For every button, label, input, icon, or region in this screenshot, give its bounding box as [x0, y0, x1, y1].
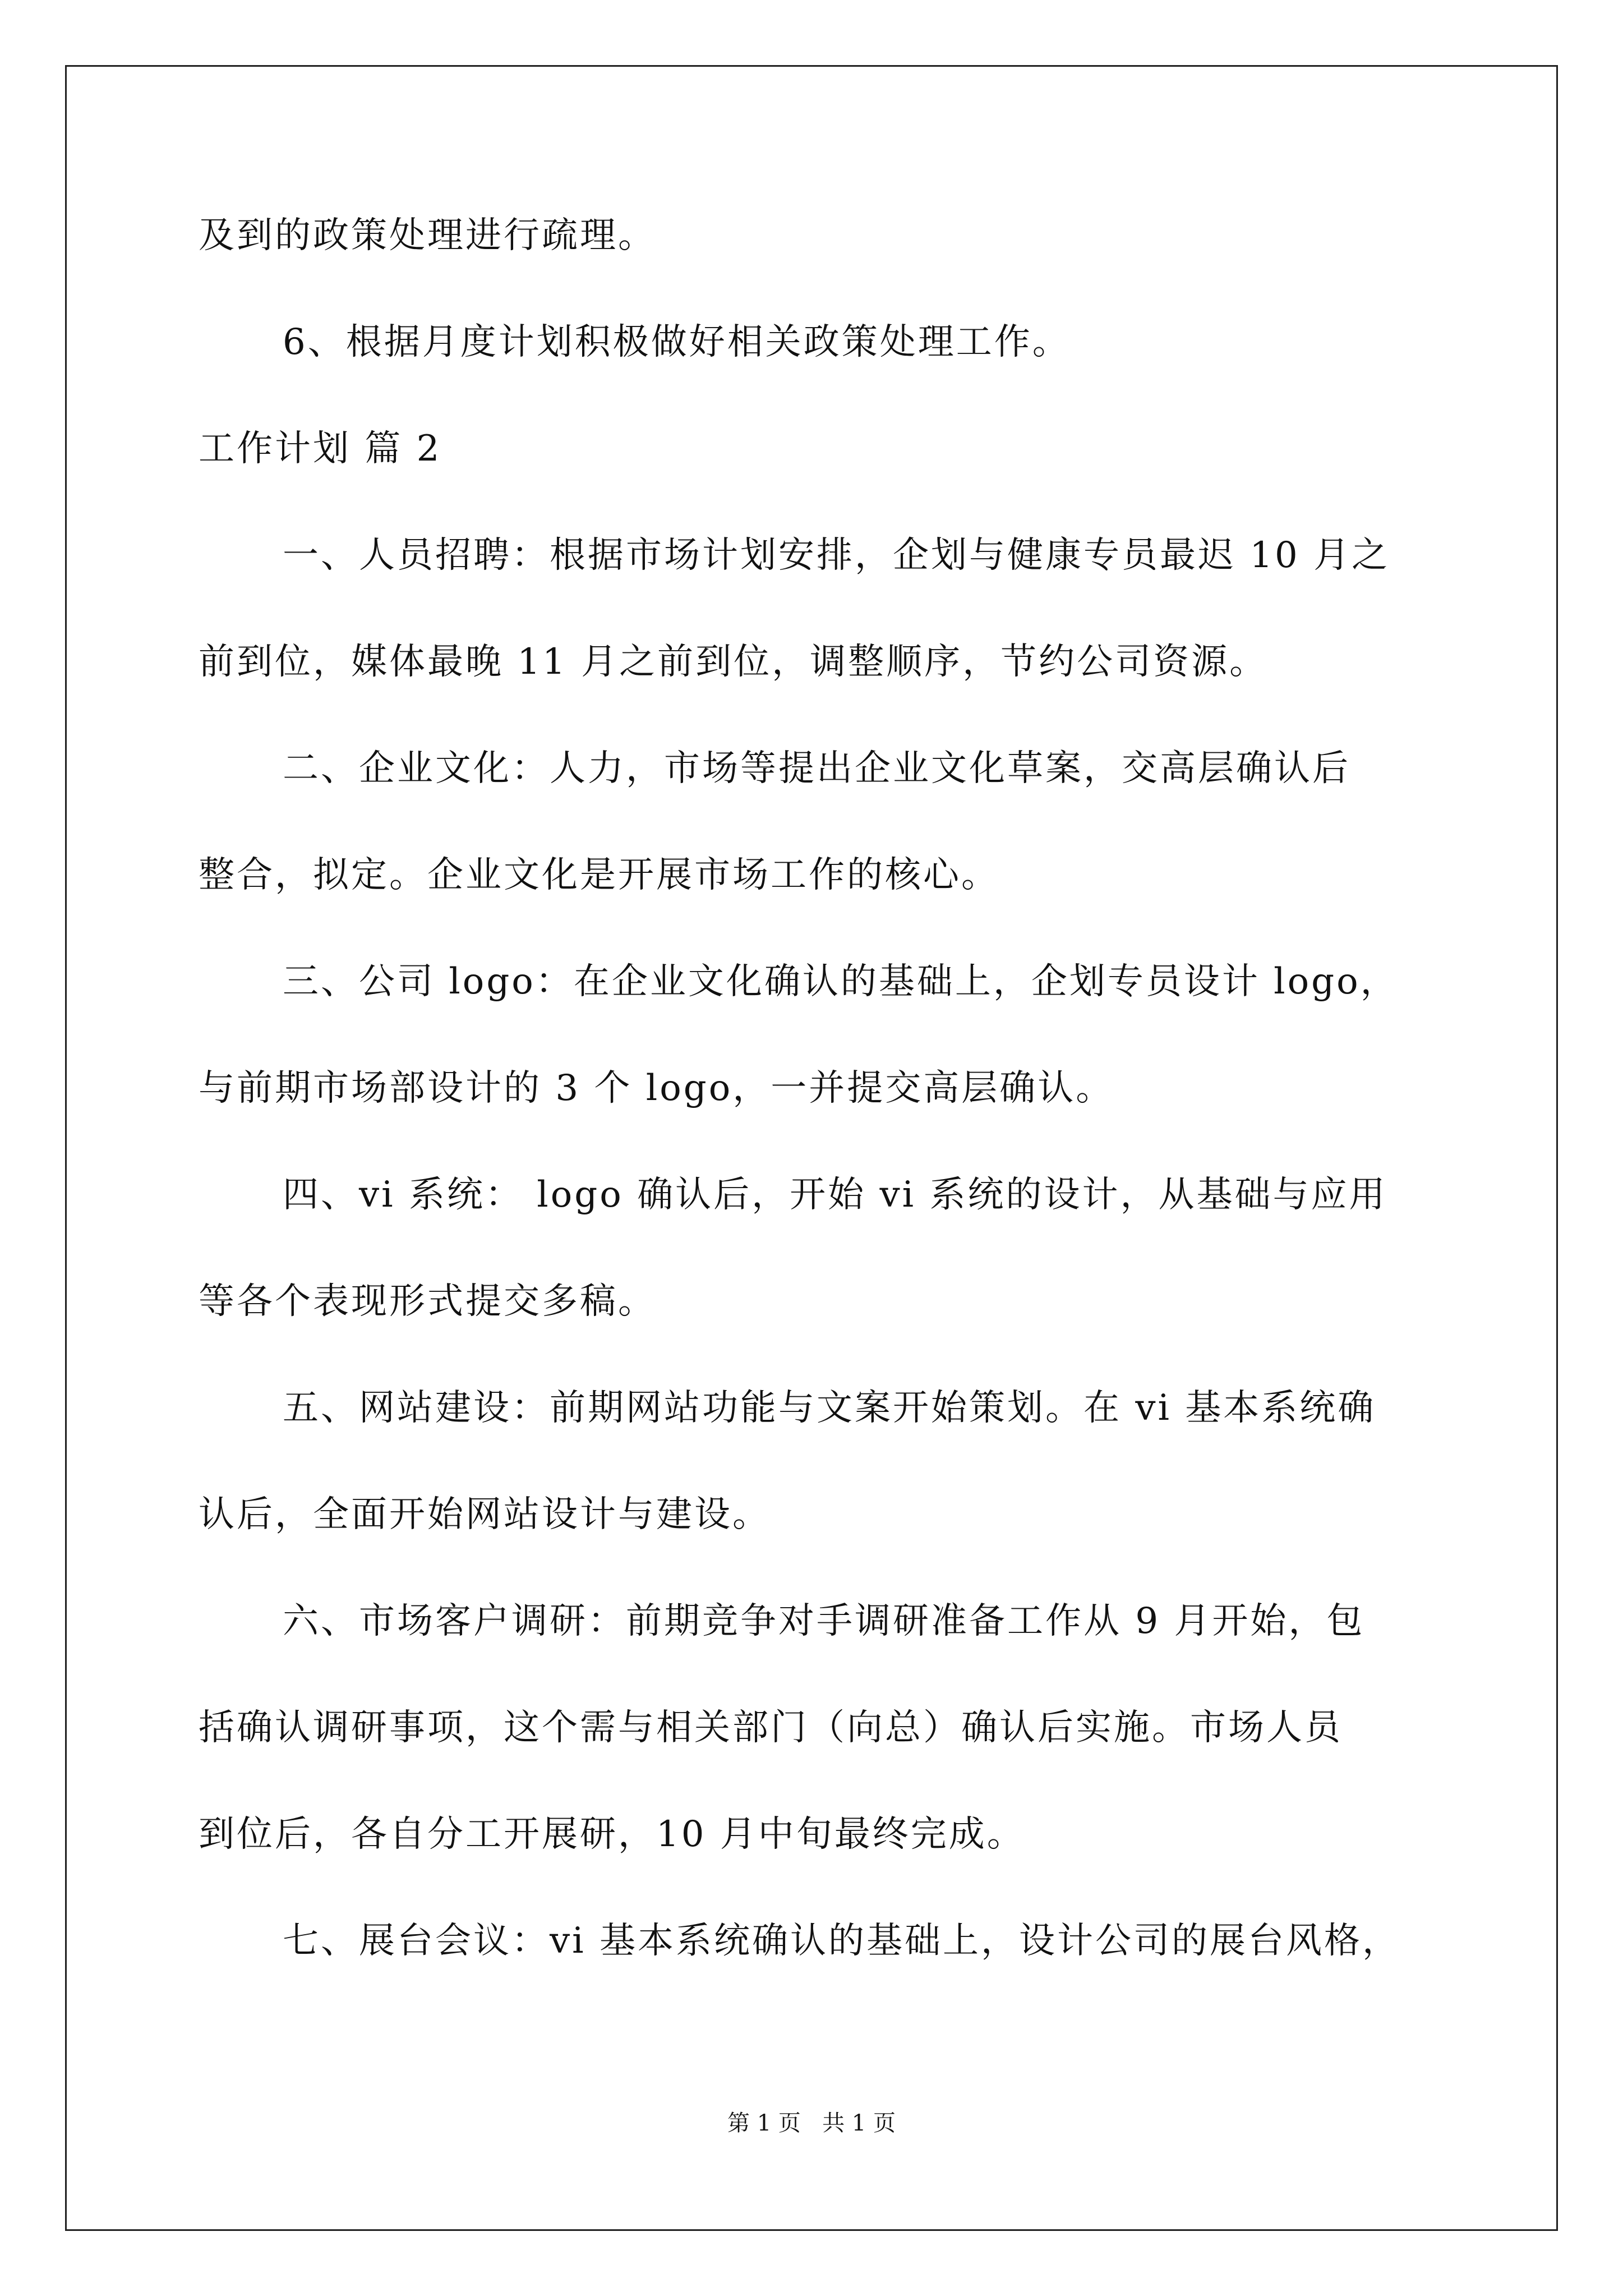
text-line: 三、公司 logo：在企业文化确认的基础上，企划专员设计 logo， [283, 961, 1399, 1002]
text-line: 六、市场客户调研：前期竞争对手调研准备工作从 9 月开始，包 [283, 1600, 1365, 1642]
text-line: 一、人员招聘：根据市场计划安排，企划与健康专员最迟 10 月之 [283, 535, 1390, 576]
text-line: 与前期市场部设计的 3 个 logo，一并提交高层确认。 [199, 1068, 1114, 1109]
section-heading: 工作计划 篇 2 [199, 428, 442, 470]
text-line: 等各个表现形式提交多稿。 [199, 1281, 656, 1322]
page-border [65, 65, 1558, 2231]
text-line: 及到的政策处理进行疏理。 [199, 215, 656, 256]
text-line: 认后，全面开始网站设计与建设。 [199, 1494, 771, 1535]
text-line: 七、展台会议：vi 基本系统确认的基础上，设计公司的展台风格， [283, 1920, 1400, 1962]
text-line: 括确认调研事项，这个需与相关部门（向总）确认后实施。市场人员 [199, 1707, 1343, 1749]
text-line: 五、网站建设：前期网站功能与文案开始策划。在 vi 基本系统确 [283, 1387, 1376, 1429]
text-line: 6、根据月度计划积极做好相关政策处理工作。 [283, 321, 1071, 363]
text-line: 整合，拟定。企业文化是开展市场工作的核心。 [199, 854, 999, 896]
text-line: 到位后，各自分工开展研，10 月中旬最终完成。 [199, 1814, 1025, 1855]
text-line: 前到位，媒体最晚 11 月之前到位，调整顺序，节约公司资源。 [199, 641, 1268, 683]
text-line: 四、vi 系统： logo 确认后，开始 vi 系统的设计，从基础与应用 [283, 1174, 1387, 1216]
page-footer: 第 1 页 共 1 页 [727, 2110, 896, 2136]
text-line: 二、企业文化：人力，市场等提出企业文化草案，交高层确认后 [283, 748, 1350, 789]
